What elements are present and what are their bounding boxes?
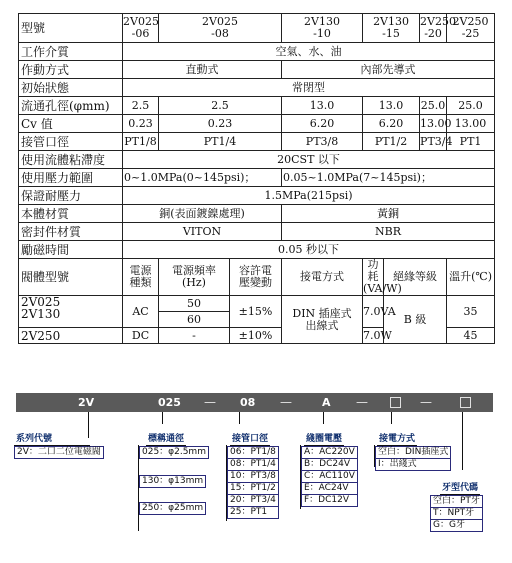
ordering-code-diagram (0, 412, 512, 563)
row-label-initial: 初始狀態 (19, 79, 123, 97)
port-cell: PT3/4 (420, 133, 447, 151)
row-label-excite: 勵磁時間 (19, 241, 123, 259)
model-cell: 2V250 -25 (447, 14, 495, 43)
code-dash: — (204, 395, 216, 409)
coil-model-250: 2V250 (19, 328, 123, 344)
voltage-title: 綫圈電壓 (306, 434, 343, 444)
row-label-port: 接管口徑 (19, 133, 123, 151)
port-item: 06：PT1/8 (230, 447, 276, 457)
port-cell: PT1/4 (159, 133, 282, 151)
dc-cell: DC (123, 328, 159, 344)
hz60-cell: 60 (159, 312, 230, 328)
orifice-box (139, 502, 206, 515)
cv-cell: 0.23 (159, 115, 282, 133)
cv-cell: 0.23 (123, 115, 159, 133)
row-label-action: 作動方式 (19, 61, 123, 79)
port-cell: PT1 (447, 133, 495, 151)
body-direct: 銅(表面鍍鎳處理) (123, 205, 282, 223)
model-cell: 2V250 -20 (420, 14, 447, 43)
port-cell: PT1/8 (123, 133, 159, 151)
coil-header: 溫升(℃) (447, 259, 495, 296)
hz-dc-cell: - (159, 328, 230, 344)
code-thread-box (460, 397, 471, 408)
action-pilot: 內部先導式 (282, 61, 495, 79)
tol-dc-cell: ±10% (230, 328, 282, 344)
row-label-coil: 閥體型號 (19, 259, 123, 296)
orifice-box (139, 475, 206, 488)
orifice-item: 250：φ25mm (142, 503, 204, 513)
cv-cell: 13.00 (420, 115, 447, 133)
code-orifice: 025 (158, 396, 181, 409)
port-item: 20：PT3/4 (230, 495, 276, 505)
orifice-cell: 25.0 (420, 97, 447, 115)
cv-cell: 6.20 (282, 115, 363, 133)
port-item: 10：PT3/8 (230, 471, 276, 481)
va-cell: 7.0VA (363, 296, 384, 328)
port-title: 接管口徑 (232, 434, 269, 444)
orifice-item: 025：φ2.5mm (142, 447, 206, 457)
thread-title: 牙型代碼 (442, 483, 479, 493)
voltage-box (301, 446, 358, 507)
code-dash: — (356, 395, 368, 409)
thread-item: G：G牙 (433, 520, 465, 530)
model-cell: 2V025 -08 (159, 14, 282, 43)
proof-value: 1.5MPa(215psi) (123, 187, 495, 205)
coil-header: 絕緣等級 (384, 259, 447, 296)
row-label-pressure: 使用壓力範圍 (19, 169, 123, 187)
initial-value: 常閉型 (123, 79, 495, 97)
row-label-viscosity: 使用流體粘滯度 (19, 151, 123, 169)
code-port: 08 (240, 396, 256, 409)
row-label-medium: 工作介質 (19, 43, 123, 61)
voltage-item: B：DC24V (302, 459, 357, 471)
pressure-pilot: 0.05~1.0MPa(7~145psi)； (282, 169, 495, 187)
series-title: 系列代號 (14, 433, 90, 446)
ins-cell: B 級 (384, 296, 447, 344)
row-label-model: 型號 (19, 14, 123, 43)
series-box (14, 446, 104, 459)
model-cell: 2V130 -10 (282, 14, 363, 43)
conn-item: 空白：DIN插座式 (378, 447, 449, 457)
row-label-cv: Cv 值 (19, 115, 123, 133)
port-cell: PT1/2 (363, 133, 420, 151)
cv-cell: 6.20 (363, 115, 420, 133)
coil-header: 容許電 壓變動 (230, 259, 282, 296)
thread-item: 空白：PT牙 (433, 496, 480, 506)
temp-dc-cell: 45 (447, 328, 495, 344)
port-item: 08：PT1/4 (230, 459, 276, 469)
row-label-seal: 密封件材質 (19, 223, 123, 241)
tol-ac-cell: ±15% (230, 296, 282, 328)
voltage-item: E：AC24V (302, 483, 357, 495)
code-conn-box (390, 397, 401, 408)
port-box (227, 446, 279, 519)
viscosity-value: 20CST 以下 (123, 151, 495, 169)
series-item: 2V：二口二位電磁閥 (17, 447, 101, 457)
seal-pilot: NBR (282, 223, 495, 241)
thread-item: T：NPT牙 (431, 508, 482, 520)
coil-header: 電源 種類 (123, 259, 159, 296)
orifice-cell: 13.0 (282, 97, 363, 115)
coil-header: 功耗 (VA/W) (363, 258, 402, 295)
thread-box (430, 495, 483, 532)
port-item: 15：PT1/2 (230, 483, 276, 493)
row-label-proof: 保證耐壓力 (19, 187, 123, 205)
cv-cell: 13.00 (447, 115, 495, 133)
port-cell: PT3/8 (282, 133, 363, 151)
orifice-title: 標稱通徑 (148, 434, 185, 444)
code-bar (16, 393, 493, 412)
row-label-body: 本體材質 (19, 205, 123, 223)
coil-models: 2V025 2V130 (19, 296, 123, 328)
coil-header: 接電方式 (282, 259, 363, 296)
coil-header: 電源頻率 (Hz) (159, 259, 230, 296)
conn-cell: DIN 插座式 出線式 (282, 296, 363, 344)
pressure-direct: 0~1.0MPa(0~145psi)； (123, 169, 282, 187)
code-voltage: A (322, 396, 331, 409)
conn-box (375, 446, 451, 471)
orifice-item: 130：φ13mm (142, 476, 204, 486)
voltage-item: F：DC12V (304, 495, 350, 505)
model-cell: 2V130 -15 (363, 14, 420, 43)
conn-title: 接電方式 (379, 434, 416, 444)
temp-ac-cell: 35 (447, 296, 495, 328)
w-dc-cell: 7.0W (363, 328, 392, 342)
orifice-cell: 25.0 (447, 97, 495, 115)
orifice-cell: 13.0 (363, 97, 420, 115)
port-item: 25：PT1 (230, 507, 268, 517)
action-direct: 直動式 (123, 61, 282, 79)
model-cell: 2V025 -06 (123, 14, 159, 43)
conn-item: I：出綫式 (378, 459, 417, 469)
voltage-item: C：AC110V (304, 471, 355, 481)
orifice-cell: 2.5 (123, 97, 159, 115)
voltage-item: A：AC220V (302, 447, 357, 459)
seal-direct: VITON (123, 223, 282, 241)
orifice-cell: 2.5 (159, 97, 282, 115)
excite-value: 0.05 秒以下 (123, 241, 495, 259)
ac-cell: AC (123, 296, 159, 328)
hz50-cell: 50 (159, 296, 230, 312)
code-dash: — (420, 395, 432, 409)
spec-table (18, 13, 495, 344)
medium-value: 空氣、水、油 (123, 43, 495, 61)
orifice-box (139, 446, 209, 459)
row-label-orifice: 流通孔徑(φmm) (19, 97, 123, 115)
code-dash: — (280, 395, 292, 409)
code-series: 2V (78, 396, 95, 409)
body-pilot: 黃銅 (282, 205, 495, 223)
